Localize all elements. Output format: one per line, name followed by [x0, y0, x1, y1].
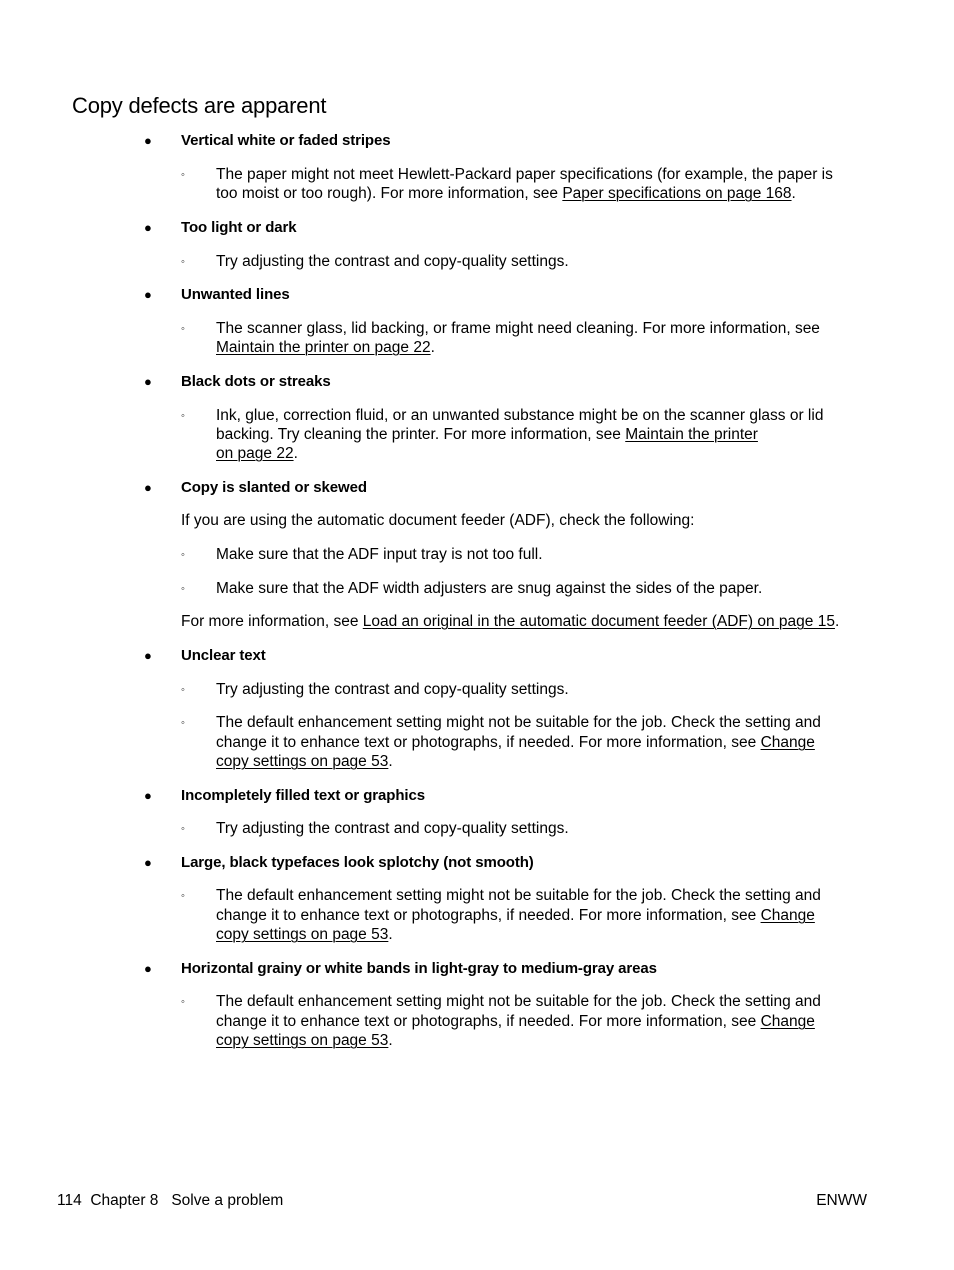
item-text: Try adjusting the contrast and copy-quality settings.: [216, 681, 569, 698]
bullet-icon: ●: [144, 220, 152, 235]
item-text: The default enhancement setting might not be suitable for the job. Check the setting and: [216, 887, 821, 904]
item-text: [216, 733, 815, 753]
bullet-icon: ●: [144, 287, 152, 302]
sub-bullet-icon: ◦: [181, 256, 185, 268]
bullet-icon: ●: [144, 480, 152, 495]
sub-bullet-icon: ◦: [181, 996, 185, 1008]
item-text: Try adjusting the contrast and copy-quality settings.: [216, 253, 569, 270]
section-title: Unwanted lines: [181, 286, 290, 303]
change-copy-settings-link[interactable]: Change: [760, 907, 815, 924]
item-period: .: [430, 339, 435, 356]
item-text: [216, 425, 758, 445]
section-title: Large, black typefaces look splotchy (not smooth): [181, 854, 534, 871]
item-period: .: [293, 445, 298, 462]
section-title: Too light or dark: [181, 219, 297, 236]
section-intro: If you are using the automatic document feeder (ADF), check the following:: [181, 512, 695, 529]
item-text: [216, 906, 815, 926]
item-text-segment: backing. Try cleaning the printer. For more information, see: [216, 426, 626, 443]
sub-bullet-icon: ◦: [181, 549, 185, 561]
sub-bullet-icon: ◦: [181, 169, 185, 181]
item-text: Ink, glue, correction fluid, or an unwanted substance might be on the scanner glass or lid: [216, 407, 824, 424]
bullet-icon: ●: [144, 374, 152, 389]
item-text: [216, 752, 393, 772]
item-text-segment: change it to enhance text or photographs, if needed. For more information, see: [216, 734, 761, 751]
locale-code: ENWW: [816, 1192, 867, 1209]
bullet-icon: ●: [144, 648, 152, 663]
item-period: .: [388, 926, 393, 943]
item-text: The default enhancement setting might not be suitable for the job. Check the setting and: [216, 993, 821, 1010]
page-number: 114: [57, 1192, 82, 1209]
item-text: [216, 925, 393, 945]
sub-bullet-icon: ◦: [181, 684, 185, 696]
item-text-segment: For more information, see: [181, 613, 363, 630]
bullet-icon: ●: [144, 961, 152, 976]
sub-bullet-icon: ◦: [181, 323, 185, 335]
section-title: Vertical white or faded stripes: [181, 132, 391, 149]
page-title: Copy defects are apparent: [72, 93, 327, 118]
bullet-icon: ●: [144, 788, 152, 803]
item-text: [216, 444, 298, 464]
item-text: [216, 1012, 815, 1032]
item-text-segment: too moist or too rough). For more information, see: [216, 185, 563, 202]
item-text: The paper might not meet Hewlett-Packard paper specifications (for example, the paper is: [216, 166, 833, 183]
item-period: .: [791, 185, 796, 202]
bullet-icon: ●: [144, 133, 152, 148]
maintain-printer-link[interactable]: Maintain the printer on page 22: [216, 339, 431, 356]
page-footer-left: [57, 1191, 283, 1211]
item-text: Try adjusting the contrast and copy-quality settings.: [216, 820, 569, 837]
maintain-printer-link-continued[interactable]: on page 22: [216, 445, 294, 462]
bullet-icon: ●: [144, 855, 152, 870]
section-title: Incompletely filled text or graphics: [181, 787, 425, 804]
item-period: .: [834, 613, 840, 630]
chapter-title: Solve a problem: [171, 1192, 284, 1209]
item-period: .: [388, 1032, 393, 1049]
sub-bullet-icon: ◦: [181, 410, 185, 422]
sub-bullet-icon: ◦: [181, 890, 185, 902]
item-text-segment: change it to enhance text or photographs, if needed. For more information, see: [216, 1013, 761, 1030]
item-text-segment: change it to enhance text or photographs, if needed. For more information, see: [216, 907, 761, 924]
item-text: The default enhancement setting might not be suitable for the job. Check the setting and: [216, 714, 821, 731]
sub-bullet-icon: ◦: [181, 717, 185, 729]
paper-specs-link[interactable]: Paper specifications on page 168: [562, 185, 792, 202]
sub-bullet-icon: ◦: [181, 823, 185, 835]
load-original-adf-link[interactable]: Load an original in the automatic document feeder (ADF) on page 15: [362, 613, 835, 630]
section-title: Horizontal grainy or white bands in light-gray to medium-gray areas: [181, 960, 657, 977]
section-title: Copy is slanted or skewed: [181, 479, 367, 496]
change-copy-settings-link[interactable]: Change: [760, 734, 815, 751]
change-copy-settings-link[interactable]: Change: [760, 1013, 815, 1030]
change-copy-settings-link-continued[interactable]: copy settings on page 53: [216, 1032, 389, 1049]
section-title: Unclear text: [181, 647, 266, 664]
change-copy-settings-link-continued[interactable]: copy settings on page 53: [216, 926, 389, 943]
sub-bullet-icon: ◦: [181, 583, 185, 595]
item-text: The scanner glass, lid backing, or frame might need cleaning. For more information, see: [216, 320, 820, 337]
item-period: .: [388, 753, 393, 770]
item-text: [216, 1031, 393, 1051]
maintain-printer-link[interactable]: Maintain the printer: [625, 426, 758, 443]
chapter-label: Chapter 8: [90, 1192, 159, 1209]
section-title: Black dots or streaks: [181, 373, 331, 390]
change-copy-settings-link-continued[interactable]: copy settings on page 53: [216, 753, 389, 770]
item-text: [216, 184, 796, 204]
item-text: Make sure that the ADF input tray is not too full.: [216, 546, 543, 563]
item-text: [216, 338, 435, 358]
item-text: Make sure that the ADF width adjusters are snug against the sides of the paper.: [216, 580, 763, 597]
section-outro: [181, 612, 839, 632]
